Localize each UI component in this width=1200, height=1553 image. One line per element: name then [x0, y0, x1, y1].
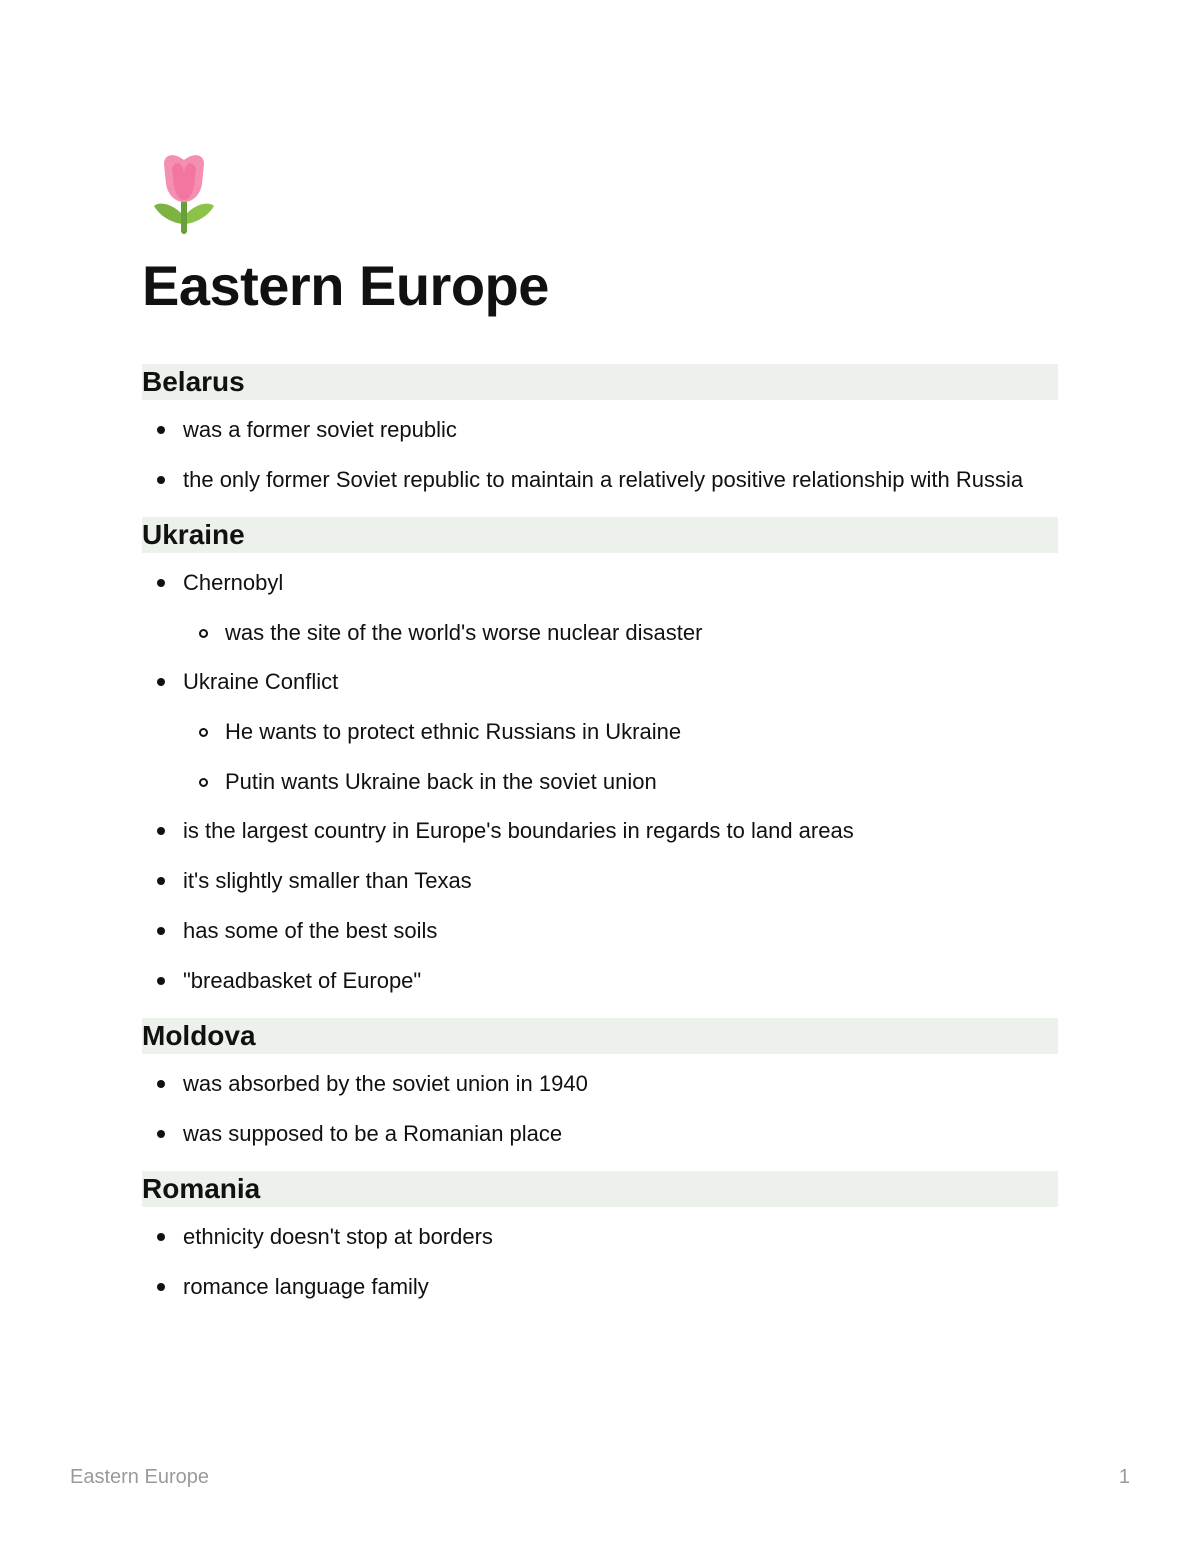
sub-list-item: was the site of the world's worse nuclear disaster [183, 615, 1058, 650]
list-item: "breadbasket of Europe" [142, 963, 1058, 998]
list-item: was absorbed by the soviet union in 1940 [142, 1066, 1058, 1101]
section-heading-belarus: Belarus [142, 364, 1058, 400]
section-moldova [142, 1018, 1058, 1151]
page-title: Eastern Europe [142, 254, 549, 317]
footer-document-name: Eastern Europe [70, 1466, 209, 1488]
sub-list-item: Putin wants Ukraine back in the soviet union [183, 764, 1058, 799]
section-heading-moldova: Moldova [142, 1018, 1058, 1054]
list-item [142, 664, 1058, 799]
section-heading-romania: Romania [142, 1171, 1058, 1207]
footer-page-number: 1 [1118, 1466, 1130, 1488]
sub-list-item: He wants to protect ethnic Russians in Ukraine [183, 714, 1058, 749]
sub-list [183, 600, 1058, 650]
bullet-list [142, 553, 1058, 998]
list-item [142, 565, 1058, 650]
list-item-text: Ukraine Conflict [183, 669, 339, 694]
tulip-icon [152, 150, 216, 238]
section-ukraine [142, 517, 1058, 998]
list-item-text: Chernobyl [183, 570, 284, 595]
section-romania [142, 1171, 1058, 1304]
bullet-list [142, 400, 1058, 497]
section-heading-ukraine: Ukraine [142, 517, 1058, 553]
bullet-list [142, 1054, 1058, 1151]
bullet-list [142, 1207, 1058, 1304]
list-item: was a former soviet republic [142, 412, 1058, 447]
list-item: the only former Soviet republic to maintain a relatively positive relationship with Russia [142, 462, 1058, 497]
sub-list [183, 699, 1058, 799]
list-item: ethnicity doesn't stop at borders [142, 1219, 1058, 1254]
section-belarus [142, 364, 1058, 497]
document-body [142, 364, 1058, 1324]
list-item: is the largest country in Europe's boundaries in regards to land areas [142, 813, 1058, 848]
list-item: was supposed to be a Romanian place [142, 1116, 1058, 1151]
tulip-leaf-left [154, 204, 182, 224]
tulip-leaf-right [186, 204, 214, 224]
list-item: it's slightly smaller than Texas [142, 863, 1058, 898]
list-item: romance language family [142, 1269, 1058, 1304]
list-item: has some of the best soils [142, 913, 1058, 948]
